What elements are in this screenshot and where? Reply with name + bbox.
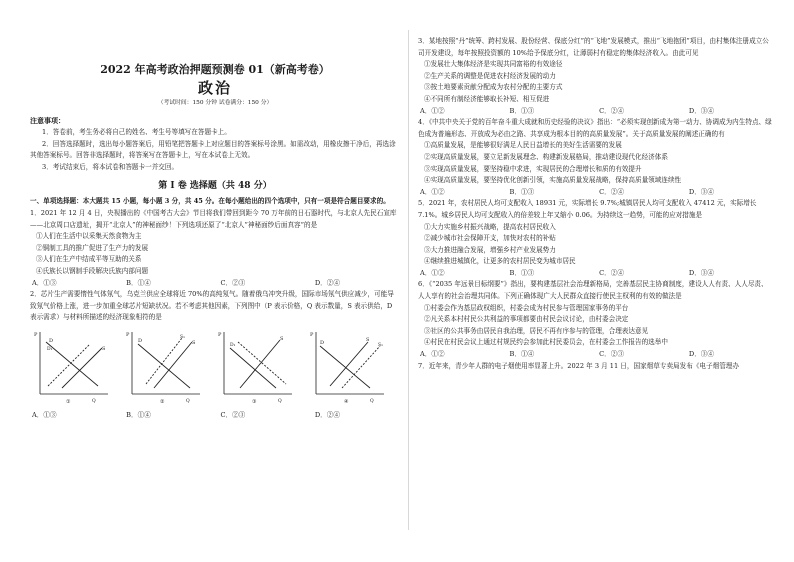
chart-4 [308, 328, 388, 406]
question-option: ③人们在生产中结成平等互助的关系 [36, 255, 142, 264]
answer-choice[interactable]: B．①④ [126, 410, 151, 419]
question-option: ①大力实施乡村振兴战略，提高农村居民收入 [424, 222, 556, 231]
answer-choice[interactable]: B．①③ [509, 268, 535, 277]
answer-choice[interactable]: A．①② [420, 187, 445, 196]
question-option: ②铜制工具的推广促进了生产力的发展 [36, 243, 149, 252]
svg-text:Q: Q [92, 398, 96, 404]
question-option: ④不同所有制经济能够取长补短、相互促进 [424, 94, 550, 103]
svg-text:D₁: D₁ [230, 342, 236, 348]
question-option: ①发展壮大集体经济是实现共同富裕的有效途径 [424, 60, 563, 69]
svg-text:S: S [280, 335, 284, 342]
column-divider [408, 30, 409, 530]
svg-text:Q: Q [370, 398, 374, 404]
question-option: ④氏族长以钢制手段解决氏族内部问题 [36, 266, 149, 275]
chart-label: ② [160, 398, 165, 405]
answer-choice[interactable]: B．①③ [509, 187, 535, 196]
question-stem: 1．2021 年 12 月 4 日，央视播出的《中国考古大会》节目将我们带回到距今 70 万年前的日石器时代，与北京人先民石宣库——北京周口店遗址，揭开“北京人”的神秘面纱！下列选项还原了“北京人”神秘面纱后面真容”的是 [30, 208, 397, 229]
svg-text:Q: Q [278, 398, 282, 404]
question-option: ②生产关系的调整是促进农村经济发展的动力 [424, 71, 556, 80]
question-option: ④村民在村民会议上通过村规民约会参加此村民委员会，在村委会工作报告的选举中 [424, 338, 668, 347]
chart-label: ① [66, 398, 71, 405]
question-stem: 4．《中共中央关于党的百年奋斗重大成就和历史经验的决议》指出：“必须实现创新成为第一动力、协调成为内生特点、绿色成为普遍形态、开放成为必由之路、共享成为根本目的的高质量发展”。关于高质量发展的阐述正确的有 [418, 118, 772, 138]
left-column [30, 36, 400, 422]
exam-title: 2022 年高考政治押题预测卷 01（新高考卷） [100, 63, 330, 76]
answer-choice[interactable]: D．②④ [314, 278, 340, 287]
subject-title: 政治 [197, 79, 232, 97]
answer-choice[interactable]: A．①② [420, 106, 445, 115]
chart-label: ④ [344, 398, 349, 405]
question-option: ①高质量发展，是能够很好满足人民日益增长的美好生活需要的发展 [424, 141, 622, 150]
question-option: ③社区的公共事务由居民自我治理，居民不再有序参与的管理，合理表达意见 [424, 326, 649, 335]
svg-text:P: P [34, 331, 38, 338]
question-stem: 7．近年来，青少年人群的电子烟使用率显著上升。2022 年 3 月 11 日，国家烟草专卖局发布《电子烟管理办 [418, 361, 739, 370]
answer-choices [30, 410, 400, 422]
question-option: ③大力推进融合发展，增强乡村产业发展势力 [424, 245, 556, 254]
question-stem: 2．芯片生产需要惰性气体氖气，乌克兰供应全球将近 70%的高纯氖气。随着俄乌冲突升级，国际市场氖气供应减少，可能导致氖气价格上涨，进一步加重全球芯片短缺状况。若不考虑其他因素，下列图中（P 表示价格，Q 表示数量，S 表示供给，D 表示需求）与材料所描述的经济现象相符的是 [30, 290, 394, 322]
answer-choice[interactable]: A．①③ [32, 410, 57, 419]
question-1 [30, 208, 400, 289]
svg-text:S: S [192, 339, 196, 346]
answer-choices [418, 268, 774, 280]
question-option: ②减少城市社会保障开支，加快对农村的补贴 [424, 234, 556, 243]
chart-label: ③ [252, 398, 257, 405]
question-7 [418, 361, 774, 373]
svg-text:D: D [138, 337, 143, 344]
answer-choice[interactable]: B．①④ [126, 278, 151, 287]
question-4 [418, 117, 774, 198]
answer-choices [418, 106, 774, 118]
question-stem: 3．某地按照“丹”统筹、跨村发展、股份经营、保底分红”的“飞地”发展模式，推出“飞地抱团”项目，由村集体注册成立公司开发建设，每年按照投资额的 10%给予保底分红，让薄弱村有稳定的集体经济收入。由此可见 [418, 37, 769, 57]
svg-text:P: P [218, 331, 222, 338]
question-option: ①人们在生活中以采集天然食物为主 [36, 232, 142, 241]
answer-choice[interactable]: A．①② [420, 268, 445, 277]
question-option: ②凡关系本村村民公共利益的事项都要由村民会议讨论，由村委会决定 [424, 315, 629, 324]
chart-3 [216, 328, 296, 406]
notice-list [30, 127, 400, 173]
question-stem: 5．2021 年，农村居民人均可支配收入 18931 元，实际增长 9.7%;城镇居民人均可支配收入 47412 元，实际增长 7.1%。城乡居民人均可支配收入的倍差较上年又缩小 0.06。为持续这一趋势，可能的应对措施是 [418, 199, 757, 219]
svg-text:P: P [310, 331, 314, 338]
svg-text:D₁: D₁ [47, 346, 53, 352]
answer-choice[interactable]: C．②③ [220, 278, 246, 287]
answer-choice[interactable]: C．②③ [599, 350, 624, 359]
answer-choice[interactable]: D．②④ [314, 410, 340, 419]
question-option: ④实现高质量发展，要坚持优化创新引领，实施高质量发展战略，保持高质量领域连续性 [424, 176, 682, 185]
svg-text:D: D [49, 337, 54, 344]
question-2 [30, 289, 400, 421]
chart-1 [32, 328, 112, 406]
svg-text:S: S [366, 336, 370, 343]
section-description: 一、单项选择题：本大题共 15 小题，每小题 3 分，共 45 分。在每小题给出的四个选项中，只有一项是符合题目要求的。 [30, 197, 390, 206]
answer-choice[interactable]: A．①③ [32, 278, 57, 287]
question-option: ③实现高质量发展，要坚持稳中求进，实现居民的合理增长和质的有效提升 [424, 164, 642, 173]
question-option: ②实现高质量发展，要立足新发展理念、构建新发展格局，推动建设现代化经济体系 [424, 152, 668, 161]
notice-item: 2．回答选择题时，选出每小题答案后，用铅笔把答题卡上对应题目的答案标号涂黑。如需改动，用橡皮擦干净后，再选涂其他答案标号。回答非选择题时，将答案写在答题卡上，写在本试卷上无效。 [30, 139, 396, 160]
section-title: 第 Ⅰ 卷 选择题（共 48 分） [158, 181, 272, 192]
answer-choice[interactable]: D．③④ [688, 187, 714, 196]
answer-choice[interactable]: D．③④ [688, 268, 714, 277]
answer-choice[interactable]: B．①③ [509, 106, 535, 115]
svg-text:P: P [126, 331, 130, 338]
question-option: ④继续推进城镇化，让更多的农村居民变为城市居民 [424, 257, 576, 266]
svg-text:S₁: S₁ [180, 334, 185, 340]
svg-text:S₁: S₁ [378, 342, 383, 348]
notice-item: 1．答卷前，考生务必将自己的姓名、考生号等填写在答题卡上。 [42, 128, 231, 136]
answer-choice[interactable]: C．②④ [599, 268, 624, 277]
question-5 [418, 198, 774, 279]
svg-text:Q: Q [186, 398, 190, 404]
answer-choices [30, 278, 400, 290]
question-option: ③按土地要素贡献分配成为农村分配的主要方式 [424, 83, 563, 92]
chart-2 [124, 328, 204, 406]
answer-choices [418, 349, 774, 361]
answer-choice[interactable]: C．②④ [599, 106, 624, 115]
supply-demand-charts [30, 328, 400, 406]
answer-choice[interactable]: A．①② [420, 350, 445, 359]
answer-choice[interactable]: C．②③ [220, 410, 246, 419]
answer-choice[interactable]: D．③④ [688, 106, 714, 115]
answer-choice[interactable]: D．③④ [688, 350, 714, 359]
svg-text:D: D [320, 339, 325, 346]
notice-item: 3．考试结束后，将本试卷和答题卡一并交回。 [42, 162, 179, 171]
question-6 [418, 279, 774, 360]
answer-choices [418, 187, 774, 199]
svg-text:S: S [102, 345, 106, 352]
question-option: ①村委会作为基层政权组织，村委会成为村民参与管理国家事务的平台 [424, 303, 629, 312]
answer-choice[interactable]: C．②④ [599, 187, 624, 196]
question-stem: 6．《“2035 年远景目标纲要”》指出，要构建基层社会治理新格局，完善基层民主协商制度，建设人人有责、人人尽责、人人享有的社会治理共同体。下列正确体现广大人民群众直接行使民主权利的有效的做法是 [418, 280, 768, 301]
answer-choice[interactable]: B．①④ [509, 350, 535, 359]
exam-info: （考试时间：150 分钟 试卷满分：150 分） [157, 100, 273, 106]
question-3 [418, 36, 774, 117]
notice-heading: 注意事项： [30, 116, 65, 125]
right-column [418, 36, 774, 372]
